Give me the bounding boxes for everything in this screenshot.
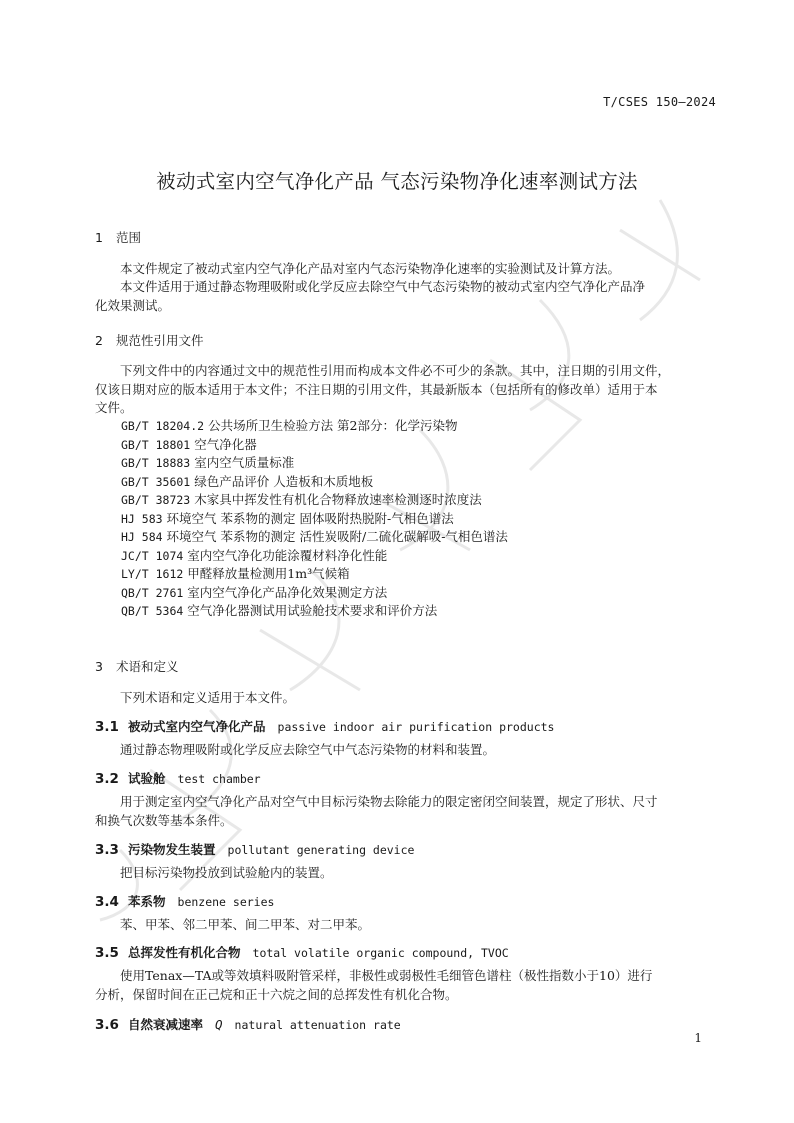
section-1-paragraph-2: 本文件适用于通过静态物理吸附或化学反应去除空气中气态污染物的被动式室内空气净化产品净 化效果测试。 [95, 279, 646, 313]
reference-item: QB/T 2761 室内空气净化产品净化效果测定方法 [121, 584, 388, 600]
term-heading: 3.4 苯系物 benzene series [95, 894, 275, 910]
reference-item: GB/T 18883 室内空气质量标准 [121, 455, 295, 470]
reference-item: HJ 584 环境空气 苯系物的测定 活性炭吸附/二硫化碳解吸-气相色谱法 [121, 529, 508, 544]
page-number: 1 [694, 1031, 702, 1045]
term-definition: 苯、甲苯、邻二甲苯、间二甲苯、对二甲苯。 [120, 917, 371, 932]
reference-item: GB/T 38723 木家具中挥发性有机化合物释放速率检测逐时浓度法 [121, 492, 482, 507]
section-number: 1 [95, 230, 103, 245]
section-2-intro: 下列文件中的内容通过文中的规范性引用而构成本文件必不可少的条款。其中，注日期的引用文件， 仅该日期对应的版本适用于本文件；不注日期的引用文件，其最新版本（包括所有的修改单）适用于本 文件。 [95, 363, 671, 415]
section-title: 范围 [116, 230, 142, 245]
term-heading: 3.3 污染物发生装置 pollutant generating device [95, 842, 415, 858]
section-2-heading [95, 331, 204, 349]
reference-item: JC/T 1074 室内空气净化功能涂覆材料净化性能 [121, 547, 388, 563]
reference-item: GB/T 18801 空气净化器 [121, 436, 257, 452]
reference-item: QB/T 5364 空气净化器测试用试验舱技术要求和评价方法 [121, 603, 438, 618]
term-definition: 通过静态物理吸附或化学反应去除空气中气态污染物的材料和装置。 [120, 742, 496, 757]
section-number: 3 [95, 659, 103, 674]
reference-item: GB/T 35601 绿色产品评价 人造板和木质地板 [121, 473, 374, 489]
term-definition: 使用Tenax—TA或等效填料吸附管采样，非极性或弱极性毛细管色谱柱（极性指数小于10）进行 分析，保留时间在正己烷和正十六烷之间的总挥发性有机化合物。 [95, 968, 653, 1002]
term-heading: 3.2 试验舱 test chamber [95, 771, 261, 787]
section-3-heading [95, 657, 179, 675]
term-heading: 3.1 被动式室内空气净化产品 passive indoor air purification products [95, 719, 555, 735]
term-heading: 3.5 总挥发性有机化合物 total volatile organic compound, TVOC [95, 945, 509, 961]
term-heading: 3.6 自然衰减速率 Q natural attenuation rate [95, 1017, 401, 1033]
term-definition: 用于测定室内空气净化产品对空气中目标污染物去除能力的限定密闭空间装置，规定了形状、尺寸 和换气次数等基本条件。 [95, 794, 658, 828]
section-1-heading [95, 228, 141, 246]
reference-item: GB/T 18204.2 公共场所卫生检验方法 第2部分：化学污染物 [121, 418, 458, 433]
section-title: 规范性引用文件 [116, 333, 204, 348]
document-title: 被动式室内空气净化产品 气态污染物净化速率测试方法 [156, 170, 638, 193]
section-number: 2 [95, 333, 103, 348]
section-title: 术语和定义 [116, 659, 179, 674]
section-1-paragraph-1: 本文件规定了被动式室内空气净化产品对室内气态污染物净化速率的实验测试及计算方法。 [120, 261, 621, 276]
section-3-intro: 下列术语和定义适用于本文件。 [120, 690, 296, 705]
term-definition: 把目标污染物投放到试验舱内的装置。 [120, 865, 333, 880]
normative-reference-list [121, 417, 508, 621]
reference-item: LY/T 1612 甲醛释放量检测用1m³气候箱 [121, 566, 350, 581]
reference-item: HJ 583 环境空气 苯系物的测定 固体吸附热脱附-气相色谱法 [121, 510, 454, 526]
term-symbol: Q [215, 1017, 223, 1032]
standard-number: T/CSES 150—2024 [603, 95, 716, 109]
